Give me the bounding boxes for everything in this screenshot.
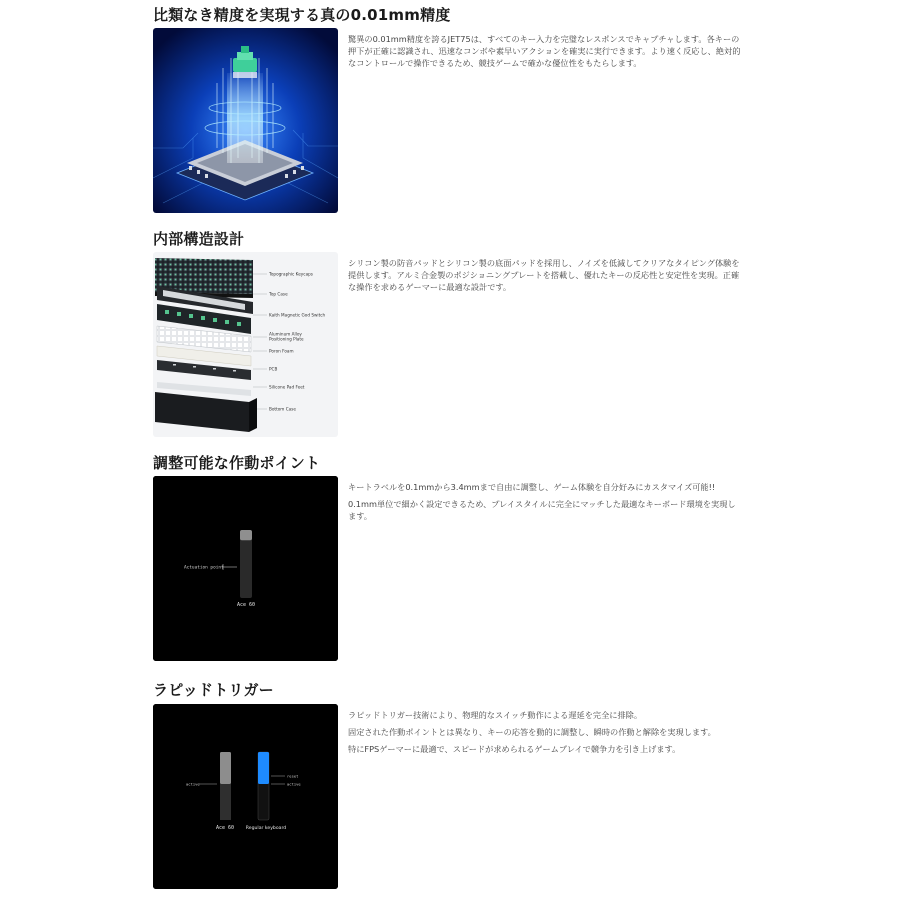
layer-label: Bottom Case — [269, 406, 296, 412]
layer-label: Positioning Plate — [269, 336, 304, 342]
description-paragraph: 特にFPSゲーマーに最適で、スピードが求められるゲームプレイで競争力を引き上げます。 — [348, 744, 681, 754]
device-label: Ace 60 — [236, 602, 256, 608]
reset-label: reset — [287, 773, 299, 779]
layer-label: PCB — [269, 366, 278, 372]
active-label: active — [186, 781, 200, 787]
description-paragraph: 驚異の0.01mm精度を誇るJET75は、すべてのキー入力を完璧なレスポンスでキャプチャします。各キーの押下が正確に認識され、迅速なコンボや素早いアクションを確実に実行できます。より速く反応し、絶対的なコントロールで操作できるため、競技ゲームで確かな優位性をもたらします。 — [348, 34, 741, 68]
exploded-keyboard-image — [153, 252, 338, 437]
description-paragraph: 0.1mm単位で細かく設定できるため、プレイスタイルに完全にマッチした最適なキーボード環境を実現します。 — [348, 499, 736, 521]
section-title: 内部構造設計 — [153, 230, 245, 248]
switch-chip-image — [153, 28, 338, 213]
section-title: 調整可能な作動ポイント — [153, 454, 321, 472]
actuation-image — [153, 476, 338, 661]
section-description — [348, 481, 743, 527]
layer-label: Top Case — [269, 291, 288, 297]
section-description — [348, 709, 743, 760]
layer-label: Topographic Keycaps — [269, 271, 313, 277]
layer-label: Silicone Pad Feet — [269, 384, 305, 390]
active-label: active — [287, 781, 301, 787]
device-label: Regular keyboard — [245, 826, 287, 831]
device-label: Ace 60 — [215, 825, 235, 831]
layer-label: Kaith Magnetic God Switch — [269, 312, 326, 318]
actuation-point-diagram — [153, 476, 338, 661]
section-title: ラピッドトリガー — [153, 681, 274, 699]
rapid-trigger-comparison-diagram — [153, 704, 338, 889]
section-description — [348, 257, 743, 298]
layer-label: Aluminum Alloy — [269, 331, 302, 337]
description-paragraph: キートラベルを0.1mmから3.4mmまで自由に調整し、ゲーム体験を自分好みにカスタマイズ可能!! — [348, 482, 716, 492]
description-paragraph: ラピッドトリガー技術により、物理的なスイッチ動作による遅延を完全に排除。 — [348, 710, 643, 720]
actuation-point-label: Actuation point — [184, 565, 224, 571]
layer-label: Poron Foam — [269, 348, 294, 354]
section-title: 比類なき精度を実現する真の0.01mm精度 — [153, 6, 451, 24]
actuation-fill — [240, 530, 252, 540]
actuation-track — [240, 530, 252, 598]
exploded-keyboard-diagram — [153, 252, 338, 437]
description-paragraph: 固定された作動ポイントとは異なり、キーの応答を動的に調整し、瞬時の作動と解除を実現します。 — [348, 727, 716, 737]
rapid-trigger-image — [153, 704, 338, 889]
magnetic-switch-chip-illustration — [153, 28, 338, 213]
section-description — [348, 33, 743, 74]
description-paragraph: シリコン製の防音パッドとシリコン製の底面パッドを採用し、ノイズを低減してクリアなタイピング体験を提供します。アルミ合金製のポジショニングプレートを搭載し、優れたキーの反応性と安定性を実現。正確な操作を求めるゲーマーに最適な設計です。 — [348, 258, 740, 292]
